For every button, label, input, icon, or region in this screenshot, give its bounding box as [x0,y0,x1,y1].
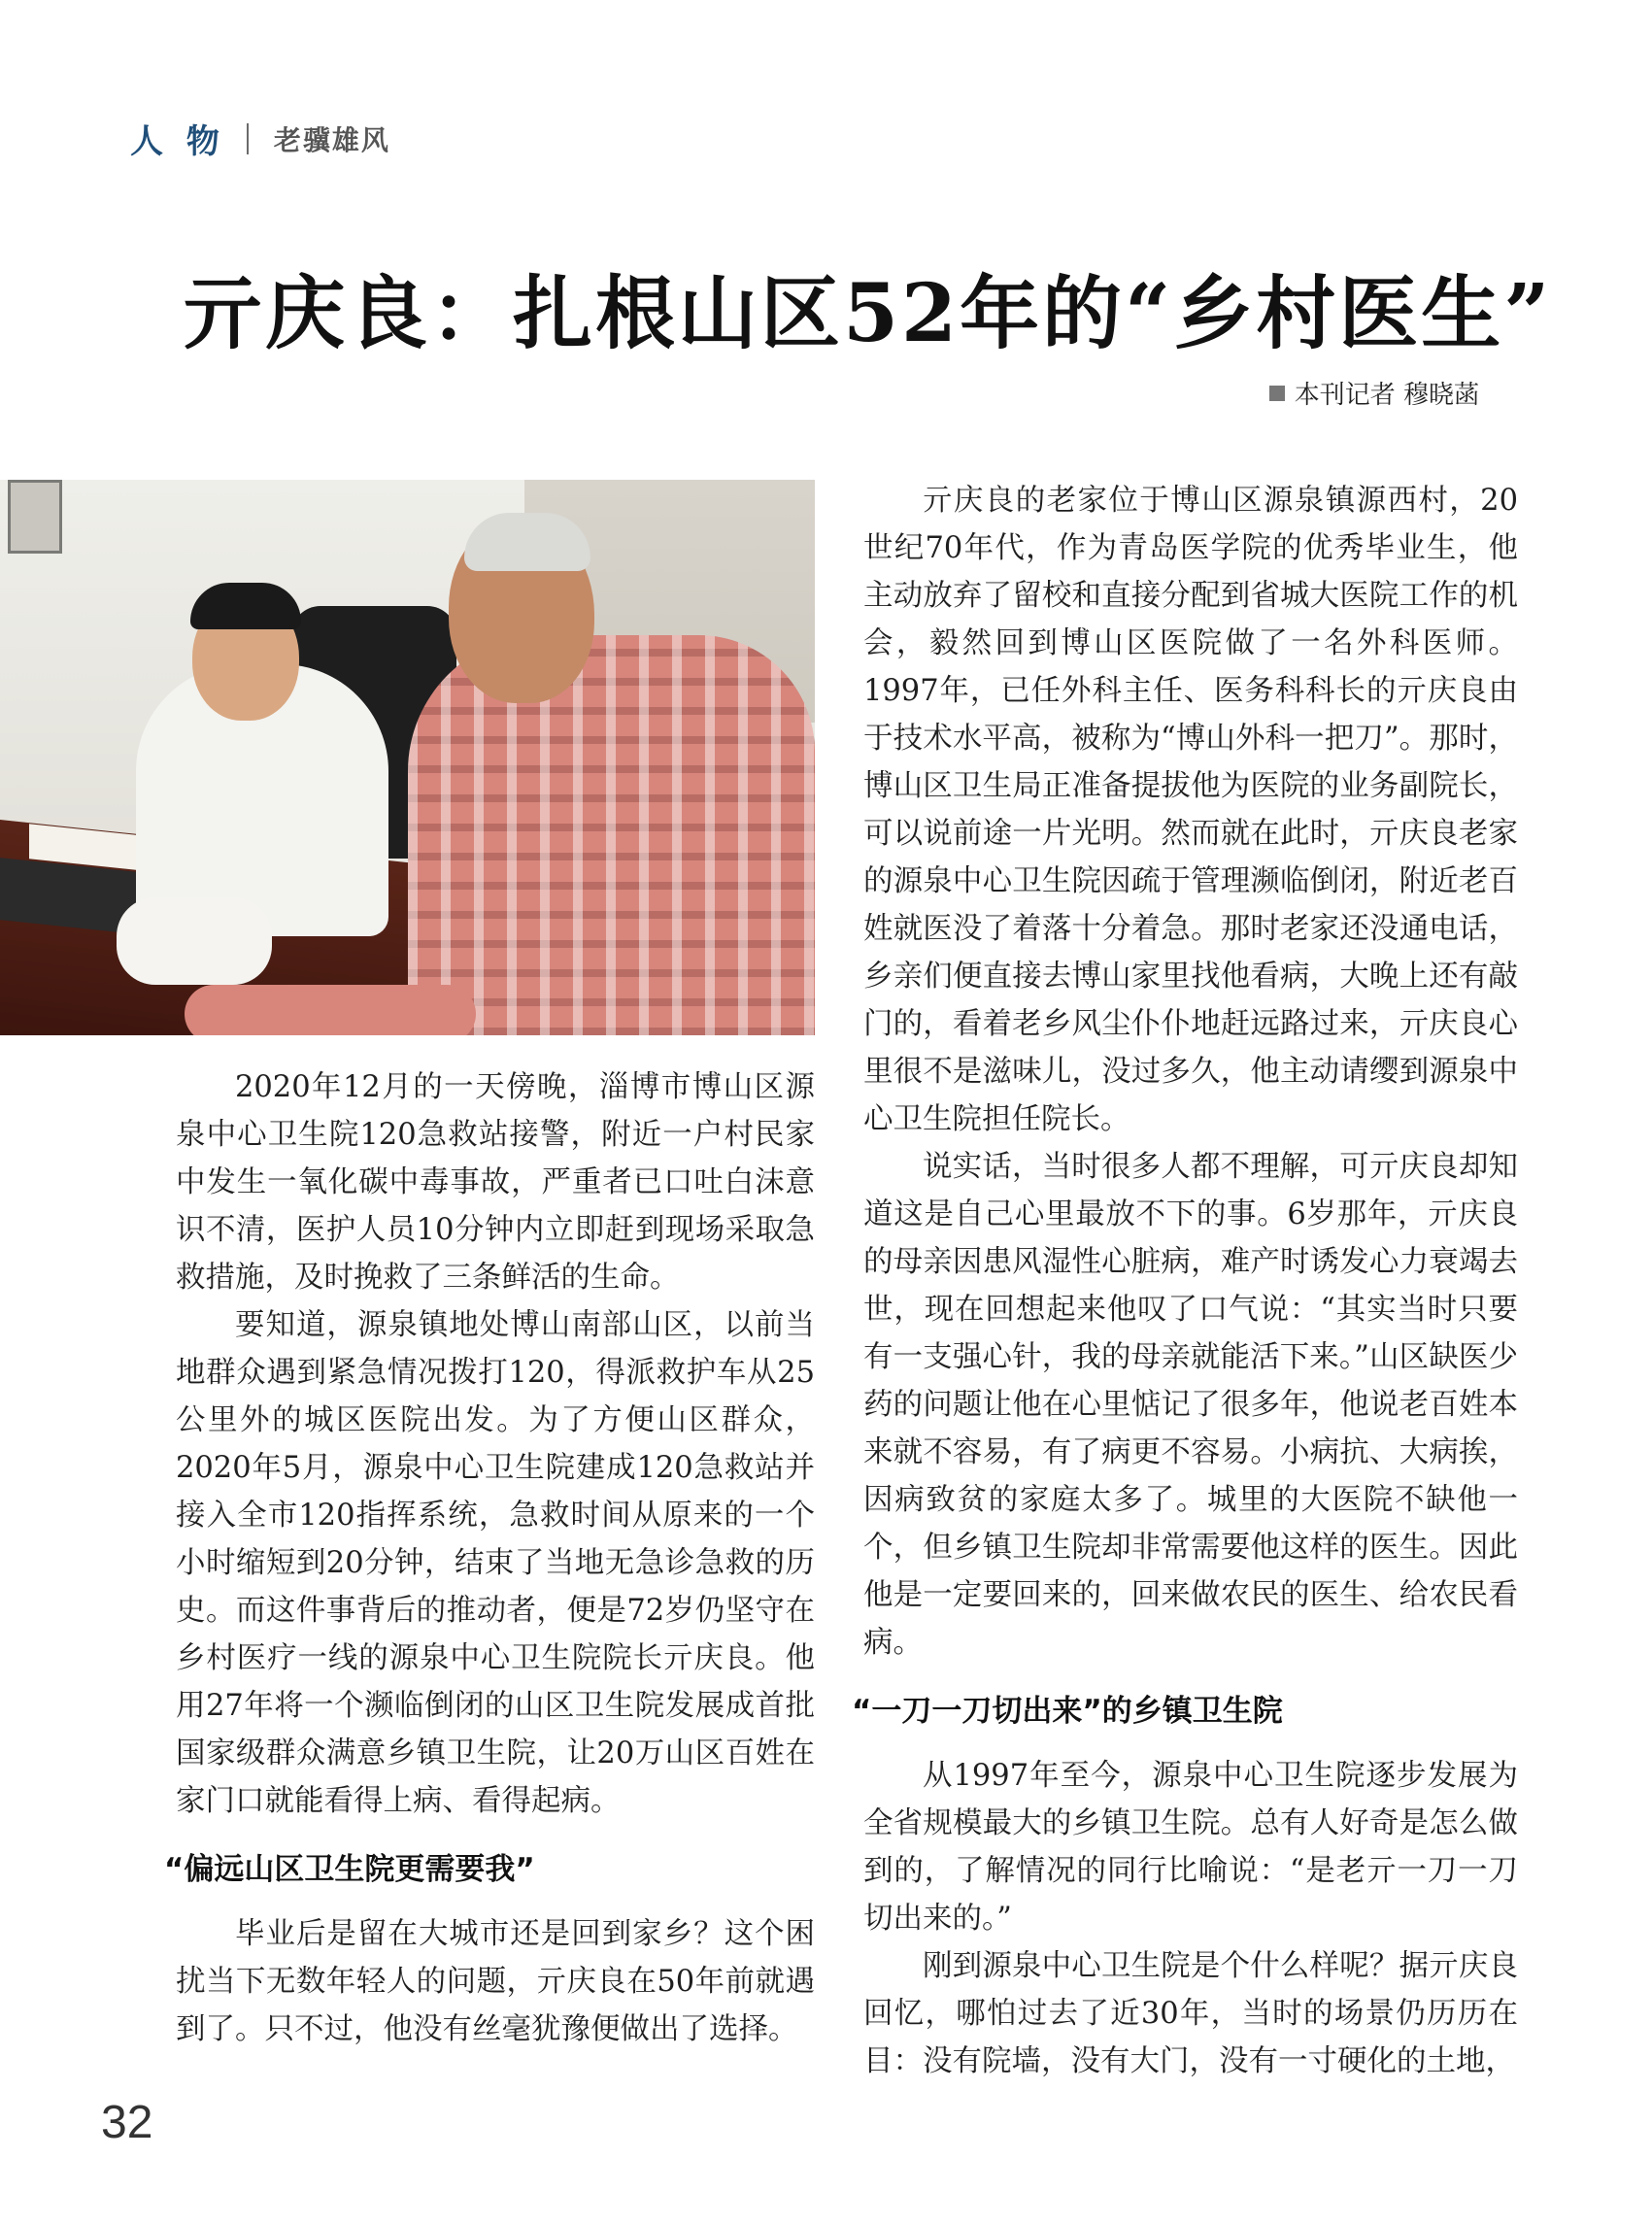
article-photo [0,480,815,1035]
photo-window [8,480,62,554]
paragraph: 要知道，源泉镇地处博山南部山区，以前当地群众遇到紧急情况拨打120，得派救护车从25公里外的城区医院出发。为了方便山区群众，2020年5月，源泉中心卫生院建成120急救站并接入全市120指挥系统，急救时间从原来的一个小时缩短到20分钟，结束了当地无急诊急救的历史。而这件事背后的推动者，便是72岁仍坚守在乡村医疗一线的源泉中心卫生院院长亓庆良。他用27年将一个濒临倒闭的山区卫生院发展成首批国家级群众满意乡镇卫生院，让20万山区百姓在家门口就能看得上病、看得起病。 [176,1308,815,1818]
subheading: “偏远山区卫生院更需要我” [164,1852,535,1887]
running-header [130,115,390,162]
paragraph: 刚到源泉中心卫生院是个什么样呢？据亓庆良回忆，哪怕过去了近30年，当时的场景仍历历在目：没有院墙，没有大门，没有一寸硬化的土地， [863,1949,1518,2078]
paragraph: 亓庆良的老家位于博山区源泉镇源西村，20世纪70年代，作为青岛医学院的优秀毕业生，他主动放弃了留校和直接分配到省城大医院工作的机会，毅然回到博山区医院做了一名外科医师。1997年，已任外科主任、医务科科长的亓庆良由于技术水平高，被称为“博山外科一把刀”。那时，博山区卫生局正准备提拔他为医院的业务副院长，可以说前途一片光明。然而就在此时，亓庆良老家的源泉中心卫生院因疏于管理濒临倒闭，附近老百姓就医没了着落十分着急。那时老家还没通电话，乡亲们便直接去博山家里找他看病，大晚上还有敲门的，看着老乡风尘仆仆地赶远路过来，亓庆良心里很不是滋味儿，没过多久，他主动请缨到源泉中心卫生院担任院长。 [863,484,1518,1136]
page-number: 32 [101,2097,153,2148]
paragraph: 2020年12月的一天傍晚，淄博市博山区源泉中心卫生院120急救站接警，附近一户村民家中发生一氧化碳中毒事故，严重者已口吐白沫意识不清，医护人员10分钟内立即赶到现场采取急救措施，及时挽救了三条鲜活的生命。 [176,1070,815,1295]
paragraph: 毕业后是留在大城市还是回到家乡？这个困扰当下无数年轻人的问题，亓庆良在50年前就遇到了。只不过，他没有丝毫犹豫便做出了选择。 [176,1917,815,2046]
byline-text: 本刊记者 穆晓菡 [1294,381,1479,410]
right-column [852,477,1518,2085]
section-name: 人 物 [130,122,225,161]
subheading: “一刀一刀切出来”的乡镇卫生院 [852,1694,1283,1729]
byline [1269,375,1479,411]
header-divider [247,123,249,154]
paragraph: 从1997年至今，源泉中心卫生院逐步发展为全省规模最大的乡镇卫生院。总有人好奇是怎么做到的，了解情况的同行比喻说：“是老亓一刀一刀切出来的。” [863,1759,1518,1936]
column-name: 老骥雄风 [273,123,390,156]
article-title: 亓庆良：扎根山区52年的“乡村医生” [183,267,1553,360]
byline-square-icon [1269,386,1285,401]
left-column [164,1063,815,2053]
photo-patient-shirt [408,635,815,1035]
photo-cloth [117,897,272,985]
photo-patient-hair [464,513,590,571]
photo-patient-arm [185,985,476,1035]
photo-doctor-hair [190,583,301,629]
paragraph: 说实话，当时很多人都不理解，可亓庆良却知道这是自己心里最放不下的事。6岁那年，亓庆良的母亲因患风湿性心脏病，难产时诱发心力衰竭去世，现在回想起来他叹了口气说：“其实当时只要有一支强心针，我的母亲就能活下来。”山区缺医少药的问题让他在心里惦记了很多年，他说老百姓本来就不容易，有了病更不容易。小病抗、大病挨，因病致贫的家庭太多了。城里的大医院不缺他一个，但乡镇卫生院却非常需要他这样的医生。因此他是一定要回来的，回来做农民的医生、给农民看病。 [863,1150,1518,1660]
